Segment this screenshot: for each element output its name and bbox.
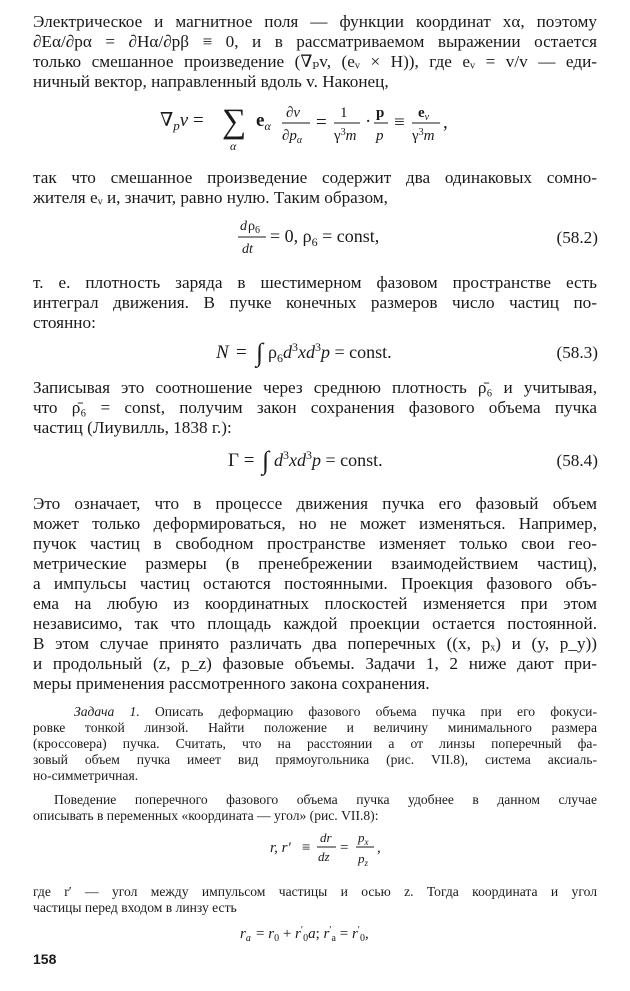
equation-58-4 [226,442,426,478]
svg-text:ρ6d3xd3p = const.: $\rho_6d^3xd^3p$ = const. [268,340,392,365]
equation-number: (58.2) [556,228,598,247]
equation-58-3 [214,334,434,370]
svg-text:≡: ≡ [394,112,405,133]
svg-text:= r0 + r′0a; r′a = r′0,: = $r_0 + r'_0a$; $r'_a = r'_0$, [256,925,369,944]
svg-text:∫: ∫ [262,446,270,475]
problem-line: зовый объем пучка имеет вид прямоугольника (рис. VII.8), система аксиаль- [33,752,597,767]
text-line: ничный вектор, направленный вдоль v. Наконец, [33,72,389,91]
equation-angle [268,826,398,872]
svg-text:d: d [240,219,247,234]
text-line: частиц (Лиувилль, 1838 г.): [33,418,232,437]
text-line: и продольный (z, p_z) фазовые объемы. Задачи 1, 2 ниже дают при- [33,654,597,673]
text-line: жителя eᵥ и, значит, равно нулю. Таким образом, [33,188,388,207]
text-line: ема на любую из координатных плоскостей изменяется при этом [33,594,597,613]
text-line: Электрическое и магнитное поля — функции координат xα, поэтому [33,12,597,31]
svg-text:p: p [376,105,385,121]
svg-text:,: , [377,840,381,856]
problem-line: описывать в переменных «координата — угол» (рис. VII.8): [33,808,379,823]
text-line: только смешанное произведение (∇ₚv, (eᵥ × H)), где eᵥ = v/v — еди- [33,52,597,71]
svg-text:α: α [230,139,237,153]
svg-text:ρ6: $\rho_6$ [248,219,260,236]
equation-gradient [160,96,460,156]
text-line: может только деформироваться, но не может изменяться. Например, [33,514,597,533]
problem-line: Поведение поперечного фазового объема пучка удобнее в данном случае [54,792,597,807]
equation-58-2 [236,212,416,260]
text-line: ∂Eα/∂pα = ∂Hα/∂pβ ≡ 0, и в рассматриваемом выражении остается [33,32,597,51]
svg-text:dz: dz [318,849,330,864]
svg-text:N: N [216,342,229,363]
svg-text:ra: $r_a$ [240,926,251,944]
text-line: Это означает, что в процессе движения пучка его фазовый объем [33,494,597,513]
svg-text:∫: ∫ [256,338,264,367]
text-line: а импульсы частиц остаются постоянными. Проекция фазового объ- [33,574,597,593]
problem-line: где r′ — угол между импульсом частицы и осью z. Тогда координата и угол [33,884,597,899]
page-number: 158 [33,951,57,967]
svg-text:dt: dt [242,242,253,257]
const-label: const, [336,226,380,246]
svg-text:∇pv =: $\nabla_pv$ = [160,110,204,133]
svg-text:∂pα: $\partial p_\alpha$ [282,128,303,146]
text-line: В этом случае принято различать два поперечных ((x, pₓ) и (y, p_y)) [33,634,597,653]
problem-line: частицы перед входом в линзу есть [33,900,237,915]
svg-text:·: · [365,111,372,132]
svg-text:ev: $e_v$ [418,105,430,123]
svg-text:γ3m: $\gamma^3m$ [412,127,435,144]
svg-text:d3xd3p = const.: $d^3xd^3p$ = const. [274,448,383,470]
problem-first-line: Задача 1. Описать деформацию фазового объема пучка при его фокуси- [74,704,597,719]
svg-text:pz: $p_z$ [358,851,369,868]
equation-number: (58.3) [556,343,598,362]
problem-line: ровке тонкой линзой. Найти положение и величину минимального размера [33,720,597,735]
svg-text:γ3m: $\gamma^3m$ [334,127,357,144]
svg-text:=: = [340,840,349,856]
svg-text:∂v: ∂v [286,105,301,121]
text-line: т. е. плотность заряда в шестимерном фазовом пространстве есть [33,273,597,292]
svg-text:eα: $e_\alpha$ [256,110,271,133]
text-line: Записывая это соотношение через среднюю плотность ρ̄₆ и учитывая, [33,378,597,397]
svg-text:p: p [376,128,384,144]
text-line: так что смешанное произведение содержит два одинаковых сомно- [33,168,597,187]
svg-text:=: = [236,342,247,363]
equation-number: (58.4) [556,451,598,470]
svg-text:∑: ∑ [222,103,247,140]
svg-text:px: $p_x$ [358,830,369,847]
text-line: интеграл движения. В пучке конечных размеров число частиц по- [33,293,597,312]
svg-text:,: , [443,112,448,133]
svg-text:= 0, ρ6 = const,: = 0, $\rho_6$ = const, [270,226,380,249]
text-line: независимо, так что площадь каждой проекции остается постоянной. [33,614,597,633]
svg-text:r, r′: r, r′ [270,840,291,856]
problem-label: Задача 1. [74,704,140,719]
text-line: пучок частиц в свободном пространстве изменяет только свои гео- [33,534,597,553]
text-line: что ρ̄₆ = const, получим закон сохранения фазового объема пучка [33,398,597,417]
text-line: метрические размеры (в пренебрежении взаимодействием частиц), [33,554,597,573]
svg-text:≡: ≡ [302,840,311,856]
svg-text:Γ =: Γ = [228,450,255,471]
svg-text:=: = [316,112,327,133]
text-line: меры применения рассмотренного закона сохранения. [33,674,430,693]
svg-text:dr: dr [320,830,332,845]
problem-line: (кроссовера) пучка. Считать, что на расстоянии a от линзы поперечный фа- [33,736,597,751]
problem-line: но-симметричная. [33,768,139,783]
svg-text:1: 1 [340,105,348,121]
text-line: стоянно: [33,313,96,332]
equation-lens-input [238,918,408,948]
